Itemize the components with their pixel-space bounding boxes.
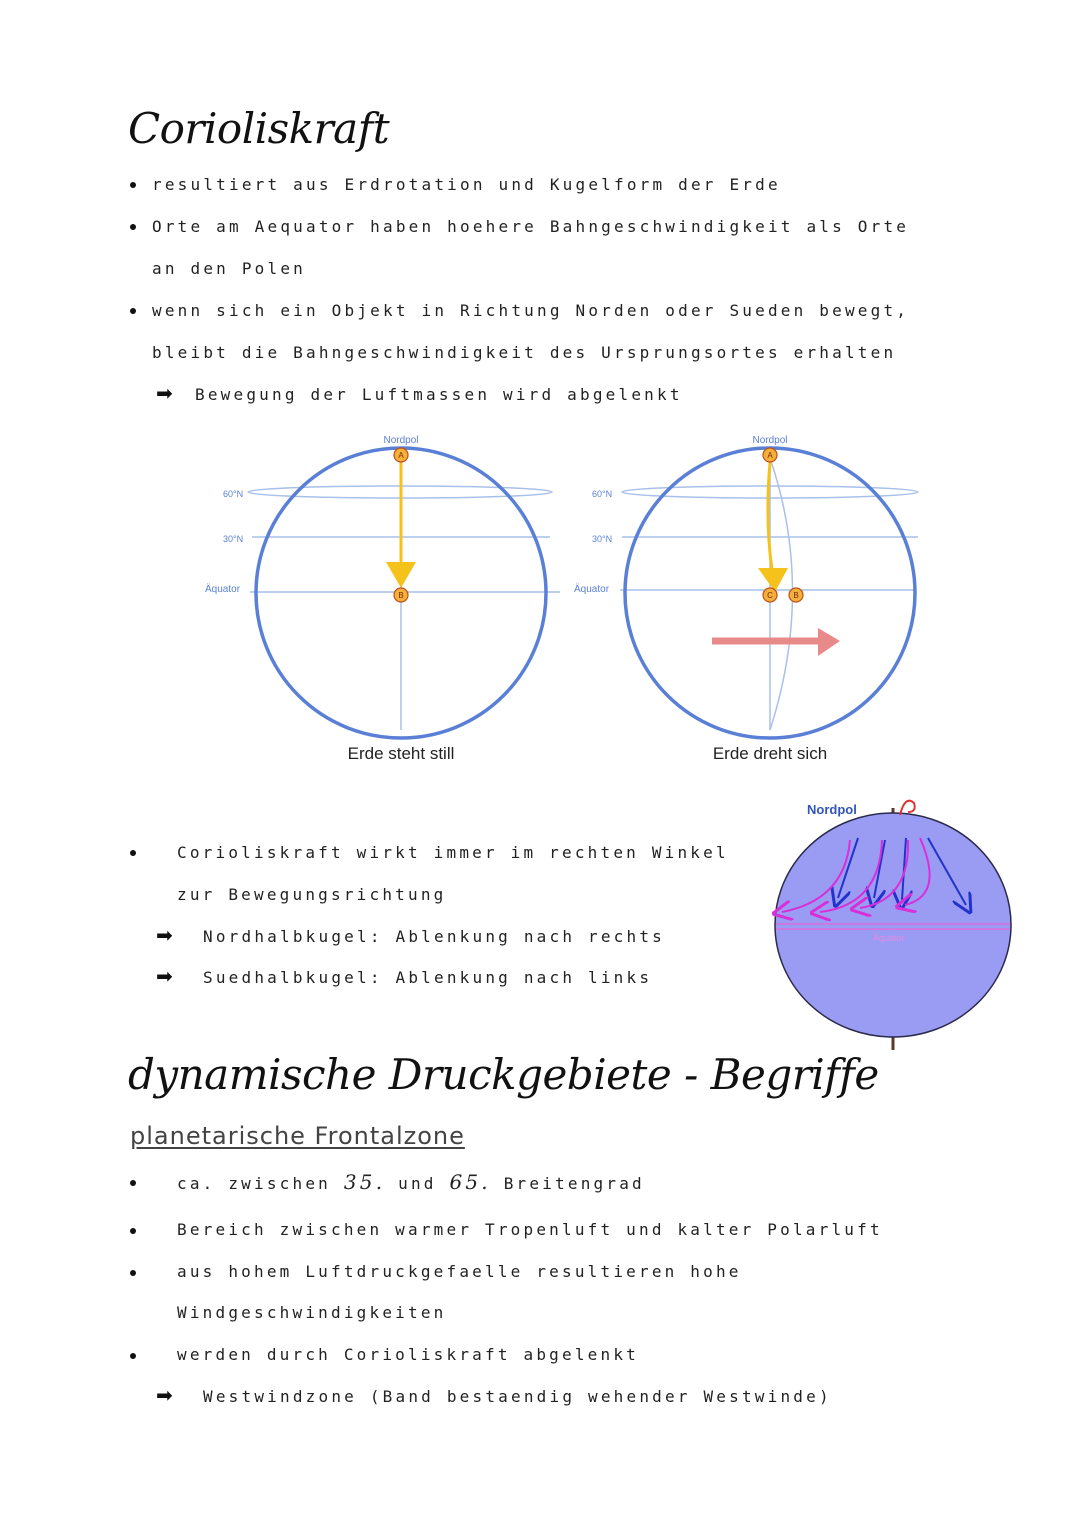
aequator-label: Äquator — [205, 584, 241, 595]
latitude-number: 65. — [449, 1170, 491, 1194]
coriolis-globe-diagram — [190, 428, 930, 778]
text-fragment: Breitengrad — [503, 1174, 645, 1193]
aequator-label: Äquator — [873, 933, 905, 943]
bullet-dot — [130, 308, 136, 314]
bullet-dot — [130, 1228, 136, 1234]
text-line: Orte am Aequator haben hoehere Bahngeschwindigkeit als Orte — [152, 217, 910, 236]
text-line: werden durch Corioliskraft abgelenkt — [177, 1345, 639, 1364]
globe-body — [775, 813, 1011, 1037]
globe-still — [248, 448, 560, 738]
section-title-coriolis: Corioliskraft — [128, 104, 390, 153]
right-arrow-icon: ➡ — [156, 923, 173, 947]
text-line: Bereich zwischen warmer Tropenluft und kalter Polarluft — [177, 1220, 883, 1239]
caption-left: Erde steht still — [347, 744, 455, 763]
point-c-label: C — [767, 591, 773, 600]
bullet-dot — [130, 1353, 136, 1359]
text-line: Windgeschwindigkeiten — [177, 1303, 447, 1322]
text-line — [177, 1170, 645, 1194]
bullet-dot — [130, 182, 136, 188]
bullet-dot — [130, 850, 136, 856]
text-line: resultiert aus Erdrotation und Kugelform der Erde — [152, 175, 781, 194]
point-a-label: A — [767, 451, 773, 460]
yellow-arrowhead — [386, 562, 416, 588]
text-line: an den Polen — [152, 259, 306, 278]
section-title-druckgebiete: dynamische Druckgebiete - Begriffe — [128, 1050, 879, 1099]
text-line: Bewegung der Luftmassen wird abgelenkt — [195, 385, 683, 404]
bullet-dot — [130, 224, 136, 230]
text-fragment: und — [398, 1174, 437, 1193]
bullet-dot — [130, 1270, 136, 1276]
right-arrow-icon: ➡ — [156, 964, 173, 988]
point-b-label: B — [398, 591, 404, 600]
nordpol-label: Nordpol — [752, 435, 788, 446]
text-line: aus hohem Luftdruckgefaelle resultieren hohe — [177, 1262, 742, 1281]
lat30-label: 30°N — [592, 534, 613, 544]
lat30-label: 30°N — [223, 534, 244, 544]
subtitle-frontalzone: planetarische Frontalzone — [130, 1122, 465, 1150]
pink-arrowhead — [818, 628, 840, 656]
nordpol-label: Nordpol — [383, 435, 419, 446]
bullet-dot — [130, 1180, 136, 1186]
nordpol-label: Nordpol — [807, 802, 857, 817]
text-line: Suedhalbkugel: Ablenkung nach links — [203, 968, 653, 987]
text-line: Westwindzone (Band bestaendig wehender Westwinde) — [203, 1387, 832, 1406]
lat60-label: 60°N — [223, 489, 244, 499]
deflection-globe-diagram — [770, 788, 1020, 1053]
right-arrow-icon: ➡ — [156, 381, 173, 405]
lat60-label: 60°N — [592, 489, 613, 499]
point-b-label: B — [793, 591, 799, 600]
text-line: bleibt die Bahngeschwindigkeit des Ursprungsortes erhalten — [152, 343, 897, 362]
caption-right: Erde dreht sich — [712, 744, 828, 763]
text-fragment: ca. zwischen — [177, 1174, 331, 1193]
text-line: Nordhalbkugel: Ablenkung nach rechts — [203, 927, 665, 946]
text-line: wenn sich ein Objekt in Richtung Norden oder Sueden bewegt, — [152, 301, 910, 320]
right-arrow-icon: ➡ — [156, 1383, 173, 1407]
point-a-label: A — [398, 451, 404, 460]
text-line: zur Bewegungsrichtung — [177, 885, 447, 904]
aequator-label: Äquator — [574, 584, 610, 595]
latitude-number: 35. — [343, 1170, 386, 1194]
text-line: Corioliskraft wirkt immer im rechten Winkel — [177, 843, 729, 862]
